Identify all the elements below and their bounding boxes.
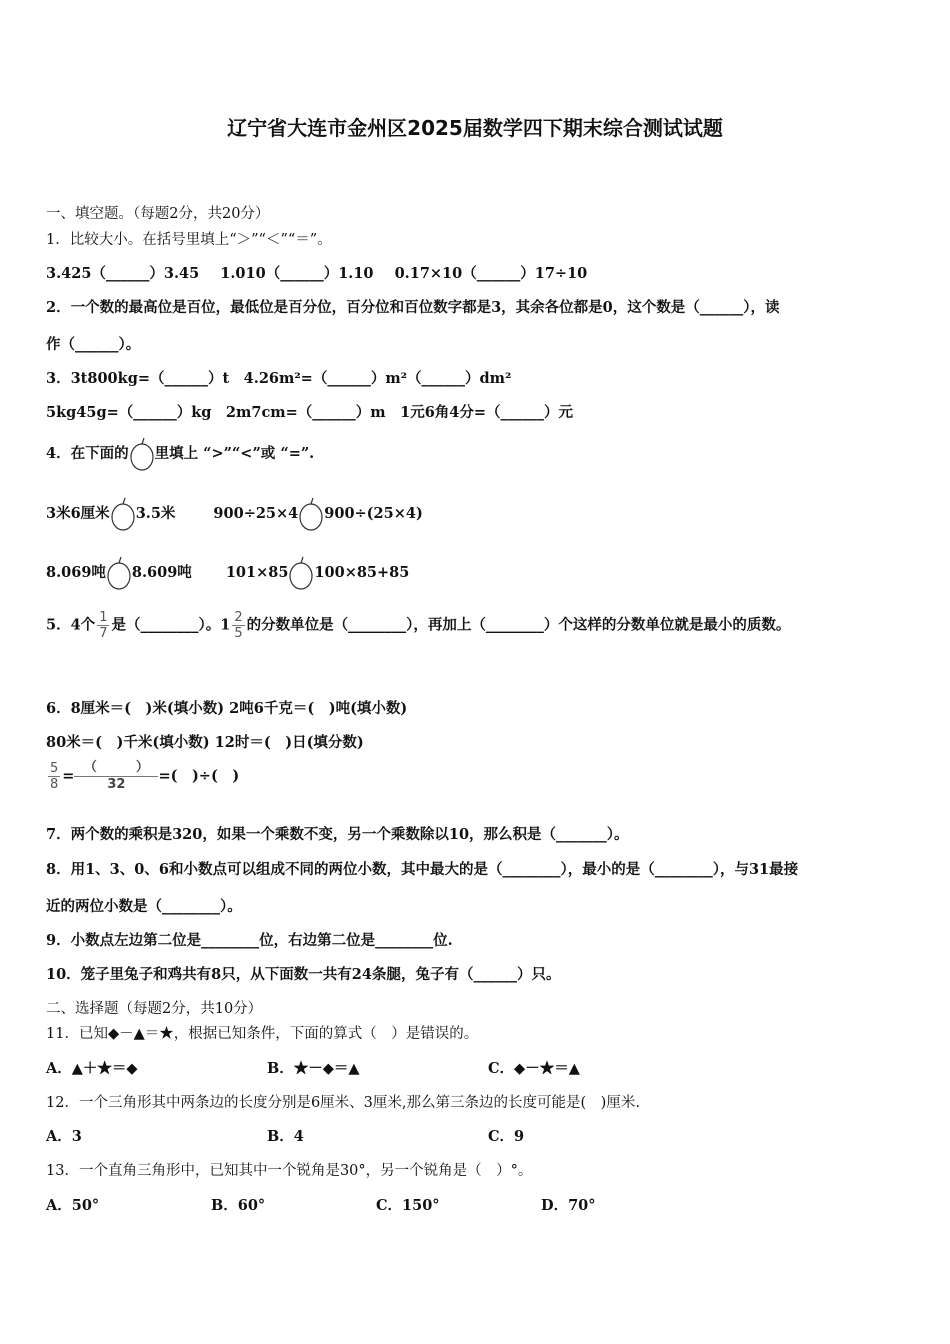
fraction-numerator[interactable]: （ ） <box>74 760 158 777</box>
q12-options <box>46 1125 524 1146</box>
q12-option-b[interactable]: B．4 <box>267 1128 304 1145</box>
q12-stem: 12．一个三角形其中两条边的长度分别是6厘米、3厘米,那么第三条边的长度可能是( )厘米. <box>46 1095 640 1111</box>
fraction-5-8 <box>48 761 60 792</box>
q6-line2: 80米＝( )千米(填小数) 12时＝( )日(填分数) <box>46 734 364 751</box>
apple-blank-icon[interactable] <box>288 559 314 587</box>
q5-c: 的分数单位是（________），再加上（________）个这样的分数单位就是最小的质数。 <box>246 616 791 634</box>
section-2-heading: 二、选择题（每题2分，共10分） <box>46 1001 263 1017</box>
q1-stem: 1．比较大小。在括号里填上“＞”“＜”“＝”。 <box>46 232 332 248</box>
q13-option-c[interactable]: C．150° <box>376 1197 440 1214</box>
q13-stem: 13．一个直角三角形中，已知其中一个锐角是30°，另一个锐角是（ ）°。 <box>46 1163 533 1179</box>
q4-r2a: 8.069吨 <box>46 564 106 581</box>
q4-row1 <box>46 500 423 528</box>
q4-stem <box>46 440 314 468</box>
fraction-numerator: 1 <box>99 610 108 625</box>
q13-option-b[interactable]: B．60° <box>211 1197 266 1214</box>
q11-option-b[interactable]: B．★－◆＝▲ <box>267 1060 360 1077</box>
q8-line2: 近的两位小数是（________）。 <box>46 898 242 915</box>
q13-option-d[interactable]: D．70° <box>541 1197 596 1214</box>
fraction-denominator: 5 <box>234 626 243 641</box>
q4-r1b: 3.5米 <box>135 505 176 522</box>
q13-options <box>46 1194 596 1215</box>
fraction-denominator: 32 <box>107 777 126 792</box>
q4-r1a: 3米6厘米 <box>46 505 110 522</box>
q11-option-a[interactable]: A．▲＋★＝◆ <box>46 1060 138 1077</box>
q3-line1: 3．3t800kg=（______）t 4.26m²=（______）m²（______）dm² <box>46 370 512 387</box>
fraction-numerator: 5 <box>50 761 59 776</box>
q4-r2c: 101×85 <box>225 564 289 581</box>
page-title: 辽宁省大连市金州区2025届数学四下期末综合测试试题 <box>227 116 723 140</box>
apple-blank-icon[interactable] <box>106 559 132 587</box>
apple-blank-icon[interactable] <box>298 500 324 528</box>
section-1-heading: 一、填空题。（每题2分，共20分） <box>46 206 270 222</box>
q12-option-a[interactable]: A．3 <box>46 1128 82 1145</box>
q8-line1: 8．用1、3、0、6和小数点可以组成不同的两位小数，其中最大的是（________），最小的是（________），与31最接 <box>46 861 799 878</box>
q4-r2d: 100×85+85 <box>314 564 410 581</box>
fraction-2-5 <box>232 610 244 641</box>
q11-options <box>46 1057 580 1078</box>
q9: 9．小数点左边第二位是________位，右边第二位是________位. <box>46 932 453 949</box>
q7: 7．两个数的乘积是320，如果一个乘数不变，另一个乘数除以10，那么积是（_______）。 <box>46 826 629 843</box>
q1-item-3: 0.17×10（______）17÷10 <box>394 265 588 282</box>
q4-r1d: 900÷(25×4) <box>324 505 423 522</box>
q13-option-a[interactable]: A．50° <box>46 1197 100 1214</box>
apple-blank-icon[interactable] <box>110 500 136 528</box>
fraction-1-7 <box>97 610 109 641</box>
q5 <box>46 610 790 641</box>
q1-item-2: 1.010（______）1.10 <box>220 265 374 282</box>
q1-items <box>46 262 587 283</box>
q4-stem-b: 里填上 “>”“<”或 “=”. <box>154 445 315 462</box>
q6-eq: = <box>62 767 75 785</box>
q4-r1c: 900÷25×4 <box>213 505 299 522</box>
apple-blank-icon <box>129 440 155 468</box>
fraction-denominator: 8 <box>50 777 59 792</box>
q4-row2 <box>46 559 409 587</box>
q4-stem-a: 4．在下面的 <box>46 445 129 462</box>
q6-line1: 6．8厘米＝( )米(填小数) 2吨6千克＝( )吨(填小数) <box>46 700 408 717</box>
q10: 10．笼子里兔子和鸡共有8只，从下面数一共有24条腿，兔子有（______）只。 <box>46 966 561 983</box>
q11-option-c[interactable]: C．◆－★＝▲ <box>488 1060 580 1077</box>
q5-a: 5．4个 <box>46 616 96 634</box>
q6-line3 <box>46 760 239 793</box>
q6-tail: =( )÷( ) <box>158 767 240 785</box>
fraction-blank-32 <box>74 760 158 793</box>
q11-stem: 11．已知◆－▲＝★，根据已知条件，下面的算式（ ）是错误的。 <box>46 1026 479 1042</box>
q2-line2: 作（______）。 <box>46 336 141 353</box>
q2-line1: 2．一个数的最高位是百位，最低位是百分位，百分位和百位数字都是3，其余各位都是0，这个数是（______），读 <box>46 299 780 316</box>
fraction-denominator: 7 <box>99 626 108 641</box>
q3-line2: 5kg45g=（______）kg 2m7cm=（______）m 1元6角4分=（______）元 <box>46 404 574 421</box>
q5-b: 是（________）。1 <box>111 616 231 634</box>
q1-item-1: 3.425（______）3.45 <box>46 265 200 282</box>
q4-r2b: 8.609吨 <box>131 564 192 581</box>
fraction-numerator: 2 <box>234 610 243 625</box>
q12-option-c[interactable]: C．9 <box>488 1128 525 1145</box>
